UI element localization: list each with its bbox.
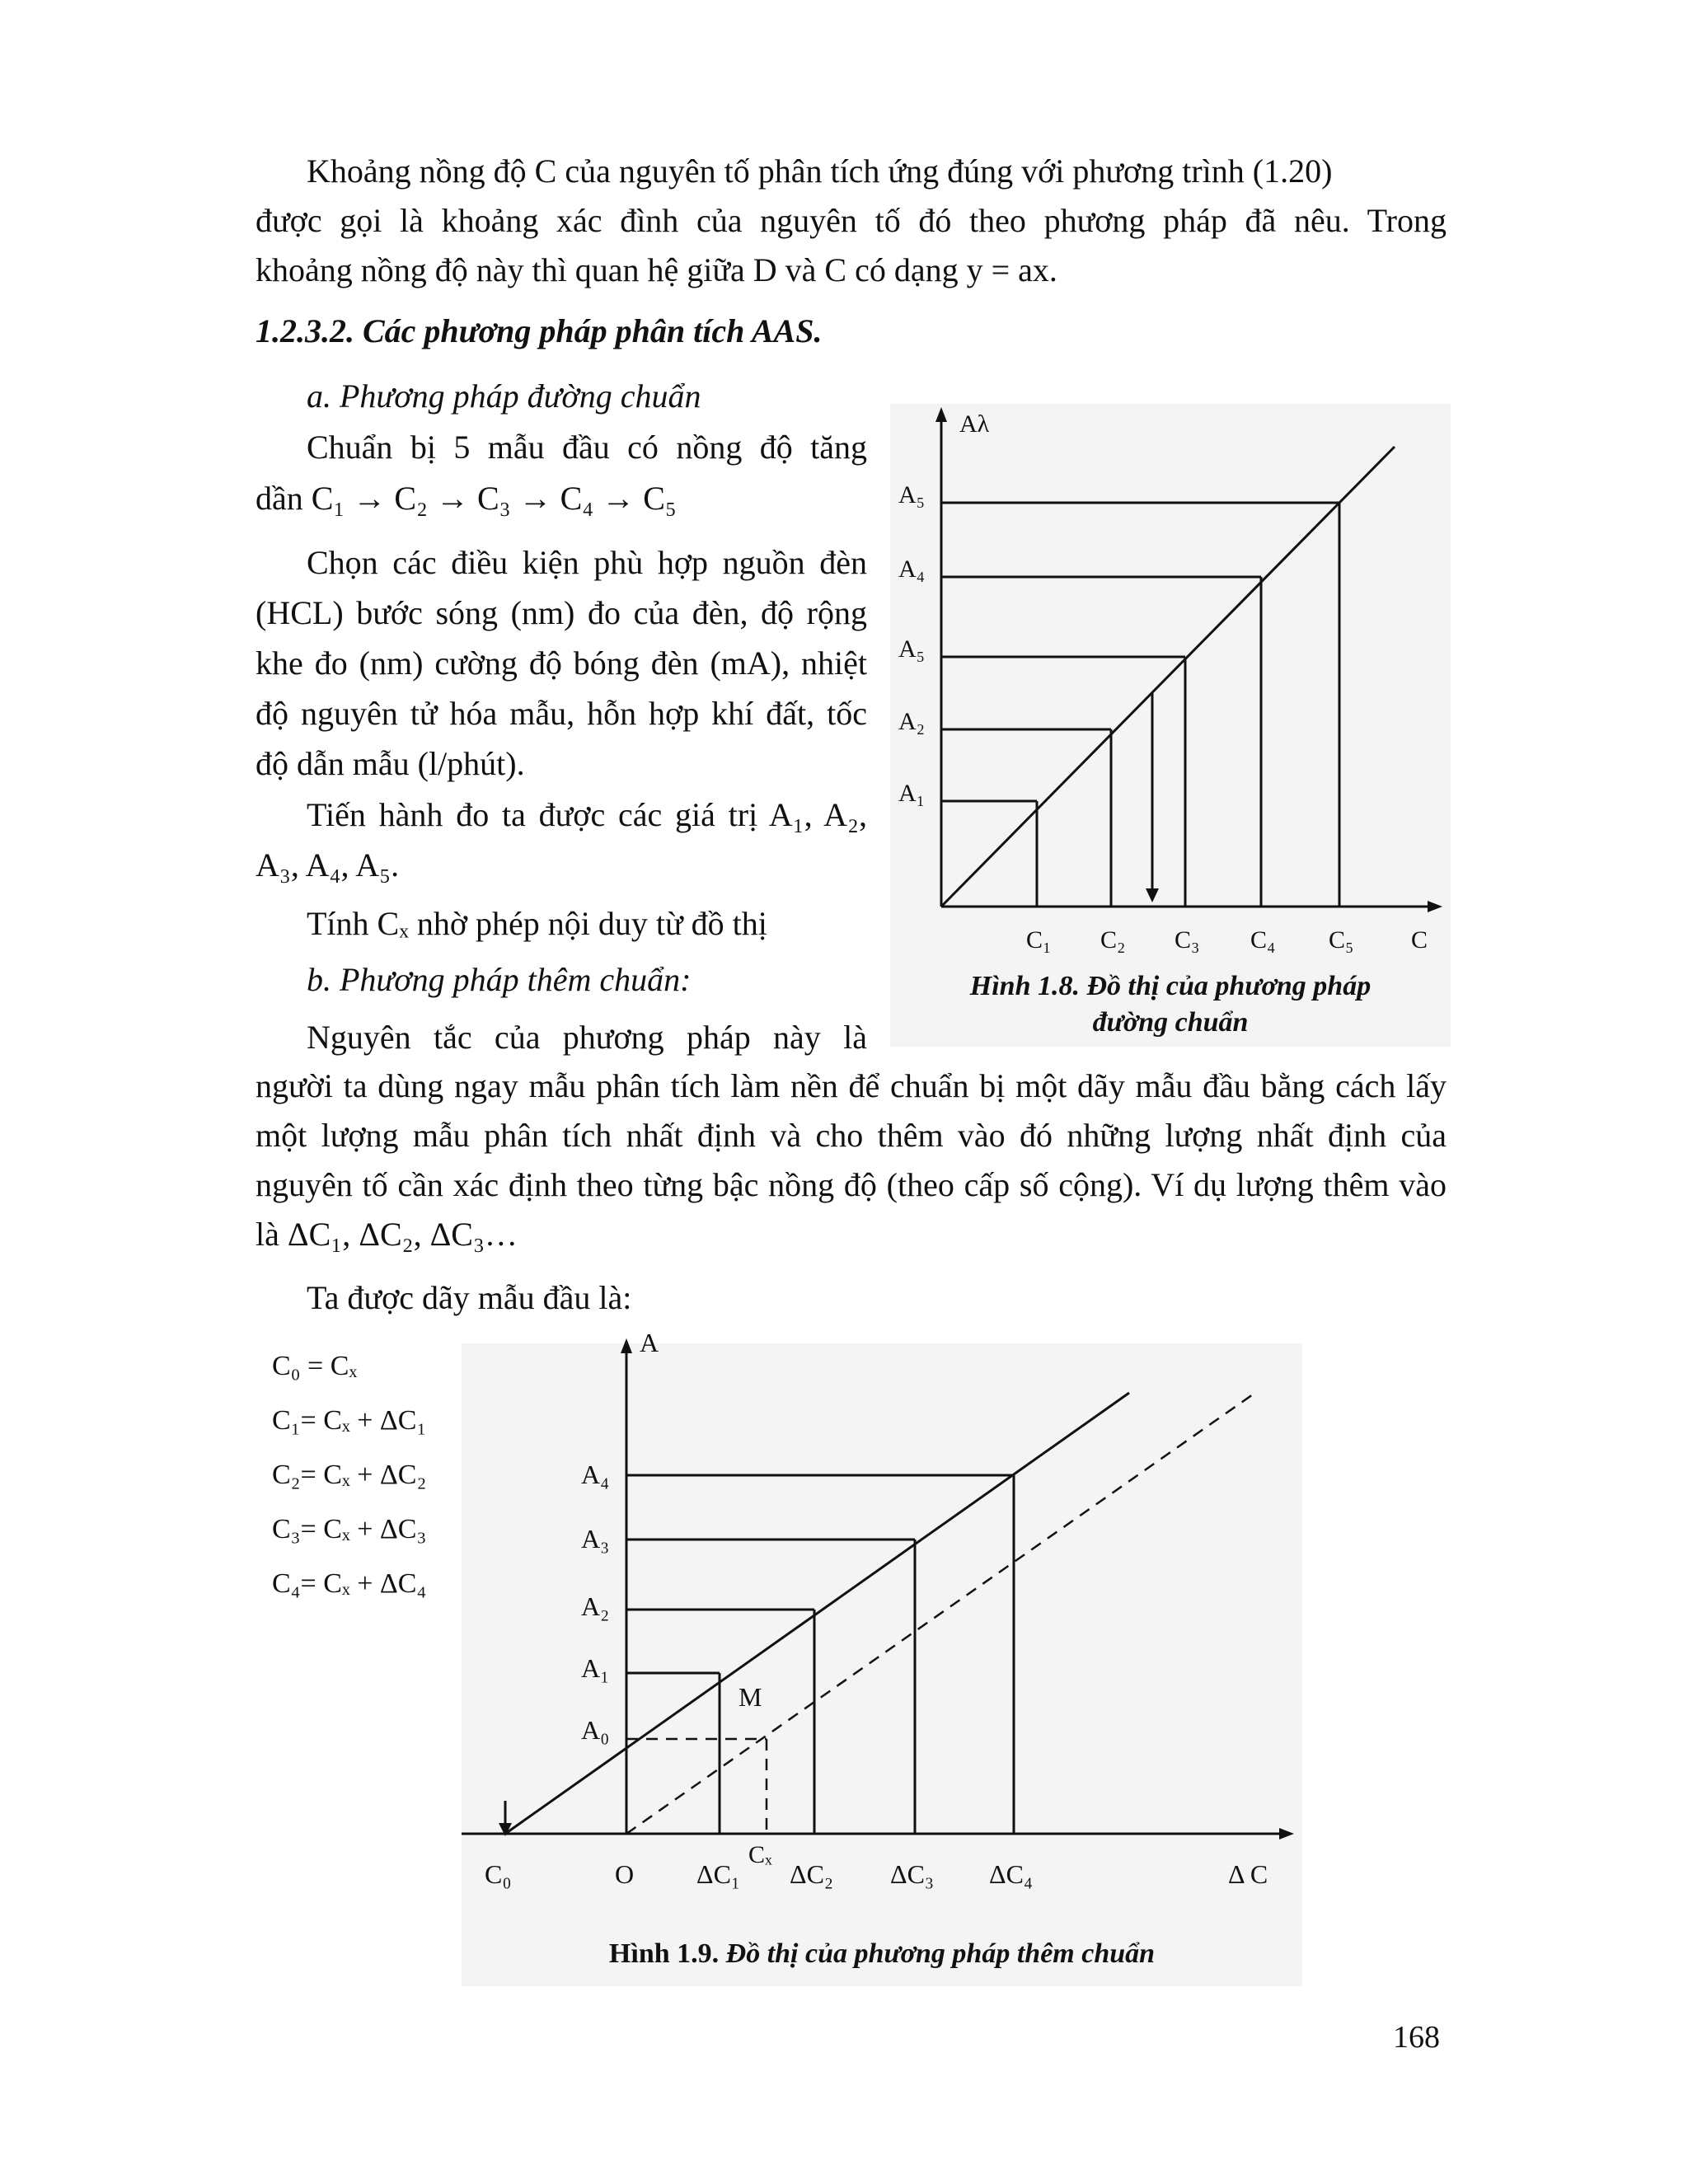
- sample-list-item: C₀ = Cₓ: [272, 1351, 358, 1381]
- figure-1-9-x-label-dc1: ΔC₁: [696, 1859, 741, 1889]
- figure-1-8-y-label-a5: A₅: [898, 481, 926, 509]
- figure-1-9-y-label-a2: A₂: [581, 1591, 610, 1621]
- sample-list: [272, 1339, 426, 1611]
- figure-1-9-y-label-a0: A₀: [581, 1715, 610, 1745]
- figure-1-8-x-label-c5: C₅: [1329, 926, 1354, 954]
- intro-line-1: Khoảng nồng độ C của nguyên tố phân tích ứng đúng với phương trình (1.20): [307, 152, 1333, 190]
- section-a-p1-line1: Chuẩn bị 5 mẫu đầu có nồng độ tăng: [307, 429, 867, 466]
- figure-1-9-caption-number: Hình 1.9.: [608, 1938, 720, 1969]
- figure-1-9-caption-text: Đồ thị của phương pháp thêm chuẩn: [719, 1938, 1156, 1969]
- figure-1-8-y-label-a4: A₄: [898, 555, 926, 583]
- figure-1-9-caption: [462, 1938, 1302, 1970]
- intro-line-3: khoảng nồng độ này thì quan hệ giữa D và C có dạng y = ax.: [256, 251, 1057, 288]
- sample-list-item: C₂= Cₓ + ΔC₂: [272, 1460, 427, 1490]
- figure-1-8-x-label-c1: C₁: [1026, 926, 1052, 954]
- section-b-p1-start: Nguyên tắc của phương pháp này là: [307, 1019, 867, 1056]
- figure-1-8-x-label-c3: C₃: [1175, 926, 1200, 954]
- sample-list-item: C₃= Cₓ + ΔC₃: [272, 1514, 427, 1544]
- intro-line-2: được gọi là khoảng xác đình của nguyên tố đó theo phương pháp đã nêu. Trong: [256, 202, 1447, 239]
- figure-1-8-caption-line2: đường chuẩn: [1092, 1007, 1249, 1038]
- figure-1-9-y-label-a3: A₃: [581, 1524, 610, 1554]
- figure-1-8-plot: [890, 396, 1451, 956]
- figure-1-9-y-label-a1: A₁: [581, 1653, 610, 1683]
- figure-1-9-x-label-o: O: [615, 1859, 635, 1889]
- figure-1-9-plot: [445, 1319, 1319, 1896]
- section-a-p3: Tiến hành đo ta được các giá trị A₁, A₂, A₃, A₄, A₅.: [256, 796, 867, 883]
- figure-1-9-x-axis-label: Δ C: [1228, 1859, 1268, 1889]
- figure-1-9-y-axis-label: A: [640, 1328, 659, 1357]
- sample-list-item: C₁= Cₓ + ΔC₁: [272, 1405, 427, 1436]
- figure-1-9-x-label-c0: C₀: [485, 1859, 512, 1889]
- section-a-title: a. Phương pháp đường chuẩn: [307, 377, 701, 415]
- section-a-p2: Chọn các điều kiện phù hợp nguồn đèn (HCL) bước sóng (nm) đo của đèn, độ rộng khe đo (nm) cường độ bóng đèn (mA), nhiệt độ nguyên tử hóa mẫu, hỗn hợp khí đất, tốc độ dẫn mẫu (l/phút).: [256, 544, 867, 782]
- figure-1-8-y-label-a1: A₁: [898, 780, 926, 807]
- figure-1-9-x-label-dc3: ΔC₃: [890, 1859, 935, 1889]
- figure-1-9-y-label-a4: A₄: [581, 1460, 610, 1489]
- figure-1-9-x-label-dc2: ΔC₂: [790, 1859, 834, 1889]
- figure-1-8-x-axis-label: C: [1411, 926, 1428, 954]
- figure-1-8-y-label-a3: A₅: [898, 635, 926, 663]
- figure-1-8-caption-line1: Hình 1.8. Đồ thị của phương pháp: [969, 971, 1372, 1001]
- section-b-title: b. Phương pháp thêm chuẩn:: [307, 961, 692, 998]
- section-heading: 1.2.3.2. Các phương pháp phân tích AAS.: [256, 312, 823, 349]
- figure-1-8-y-label-a2: A₂: [898, 708, 926, 735]
- figure-1-8-y-axis-label: Aλ: [959, 410, 990, 438]
- section-b-p2: Ta được dãy mẫu đầu là:: [307, 1279, 632, 1316]
- page-number: 168: [1393, 2020, 1440, 2055]
- figure-1-9-cx-label: Cₓ: [748, 1841, 772, 1868]
- figure-1-8-x-label-c4: C₄: [1250, 926, 1276, 954]
- figure-1-9-point-m: M: [738, 1682, 762, 1712]
- section-a-p1-line2: dần C₁ → C₂ → C₃ → C₄ → C₅: [256, 480, 677, 517]
- sample-list-item: C₄= Cₓ + ΔC₄: [272, 1568, 427, 1599]
- section-b-p1-rest: người ta dùng ngay mẫu phân tích làm nền để chuẩn bị một dãy mẫu đầu bằng cách lấy một lượng mẫu phân tích nhất định và cho thêm vào đó những lượng nhất định của nguyên tố cần xác định theo từng bậc nồng độ (theo cấp số cộng). Ví dụ lượng thêm vào là ΔC₁, ΔC₂, ΔC₃…: [256, 1067, 1447, 1253]
- figure-1-8-x-label-c2: C₂: [1100, 926, 1126, 954]
- figure-1-9-x-label-dc4: ΔC₄: [989, 1859, 1034, 1889]
- section-a-p4: Tính Cₓ nhờ phép nội duy từ đồ thị: [307, 905, 767, 942]
